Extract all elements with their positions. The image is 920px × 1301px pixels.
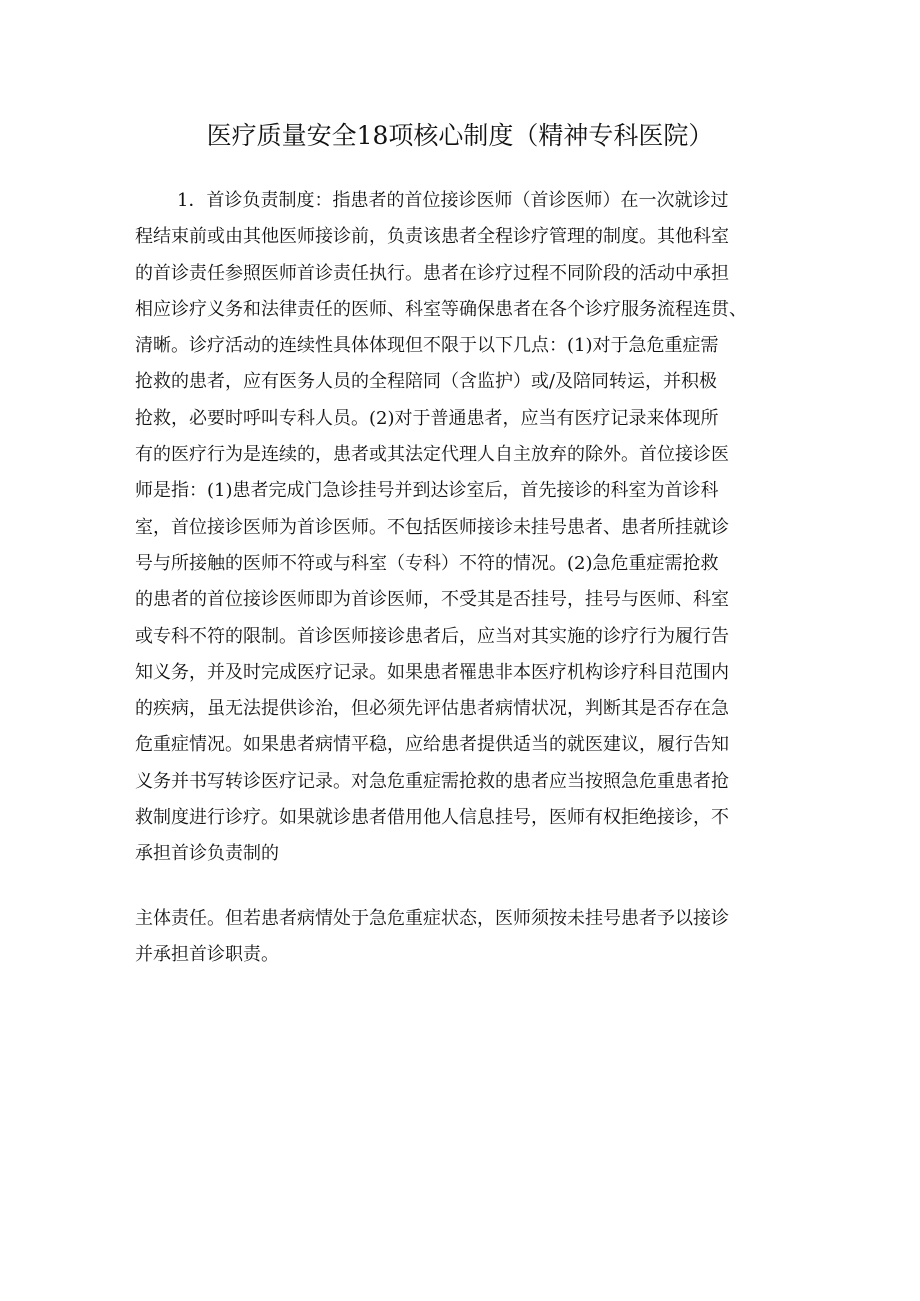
paragraph-line: 1．首诊负责制度：指患者的首位接诊医师（首诊医师）在一次就诊过	[177, 190, 729, 211]
document-body	[135, 183, 815, 973]
paragraph-line: 抢救的患者，应有医务人员的全程陪同（含监护）或/及陪同转运，并积极	[135, 371, 718, 393]
paragraph-line: 师是指：(1)患者完成门急诊挂号并到达诊室后，首先接诊的科室为首诊科	[135, 480, 719, 502]
page-break-gap	[135, 873, 815, 901]
paragraph-line: 的患者的首位接诊医师即为首诊医师，不受其是否挂号，挂号与医师、科室	[135, 589, 729, 611]
paragraph-line: 危重症情况。如果患者病情平稳，应给患者提供适当的就医建议，履行告知	[135, 734, 729, 756]
paragraph-line: 的疾病，虽无法提供诊治，但必须先评估患者病情状况，判断其是否存在急	[135, 698, 729, 720]
paragraph-line: 相应诊疗义务和法律责任的医师、科室等确保患者在各个诊疗服务流程连贯、	[135, 298, 747, 320]
paragraph-line: 知义务，并及时完成医疗记录。如果患者罹患非本医疗机构诊疗科目范围内	[135, 661, 729, 683]
paragraph-line: 程结束前或由其他医师接诊前，负责该患者全程诊疗管理的制度。其他科室	[135, 226, 729, 248]
paragraph-line: 清晰。诊疗活动的连续性具体体现但不限于以下几点：(1)对于急危重症需	[135, 335, 719, 357]
paragraph-line: 或专科不符的限制。首诊医师接诊患者后，应当对其实施的诊疗行为履行告	[135, 625, 729, 647]
paragraph-line: 承担首诊负责制的	[135, 843, 279, 865]
document-title: 医疗质量安全18项核心制度（精神专科医院）	[206, 121, 714, 150]
paragraph-line: 的首诊责任参照医师首诊责任执行。患者在诊疗过程不同阶段的活动中承担	[135, 262, 729, 284]
paragraph-line: 抢救，必要时呼叫专科人员。(2)对于普通患者，应当有医疗记录来体现所	[135, 407, 719, 429]
paragraph-line: 主体责任。但若患者病情处于急危重症状态，医师须按未挂号患者予以接诊	[135, 907, 729, 929]
paragraph-line: 救制度进行诊疗。如果就诊患者借用他人信息挂号，医师有权拒绝接诊，不	[135, 807, 729, 829]
paragraph-line: 号与所接触的医师不符或与科室（专科）不符的情况。(2)急危重症需抢救	[135, 552, 719, 574]
paragraph-line: 室，首位接诊医师为首诊医师。不包括医师接诊未挂号患者、患者所挂就诊	[135, 516, 729, 538]
paragraph-line: 并承担首诊职责。	[135, 943, 279, 965]
paragraph-line: 有的医疗行为是连续的，患者或其法定代理人自主放弃的除外。首位接诊医	[135, 444, 729, 466]
paragraph-line: 义务并书写转诊医疗记录。对急危重症需抢救的患者应当按照急危重患者抢	[135, 770, 729, 792]
